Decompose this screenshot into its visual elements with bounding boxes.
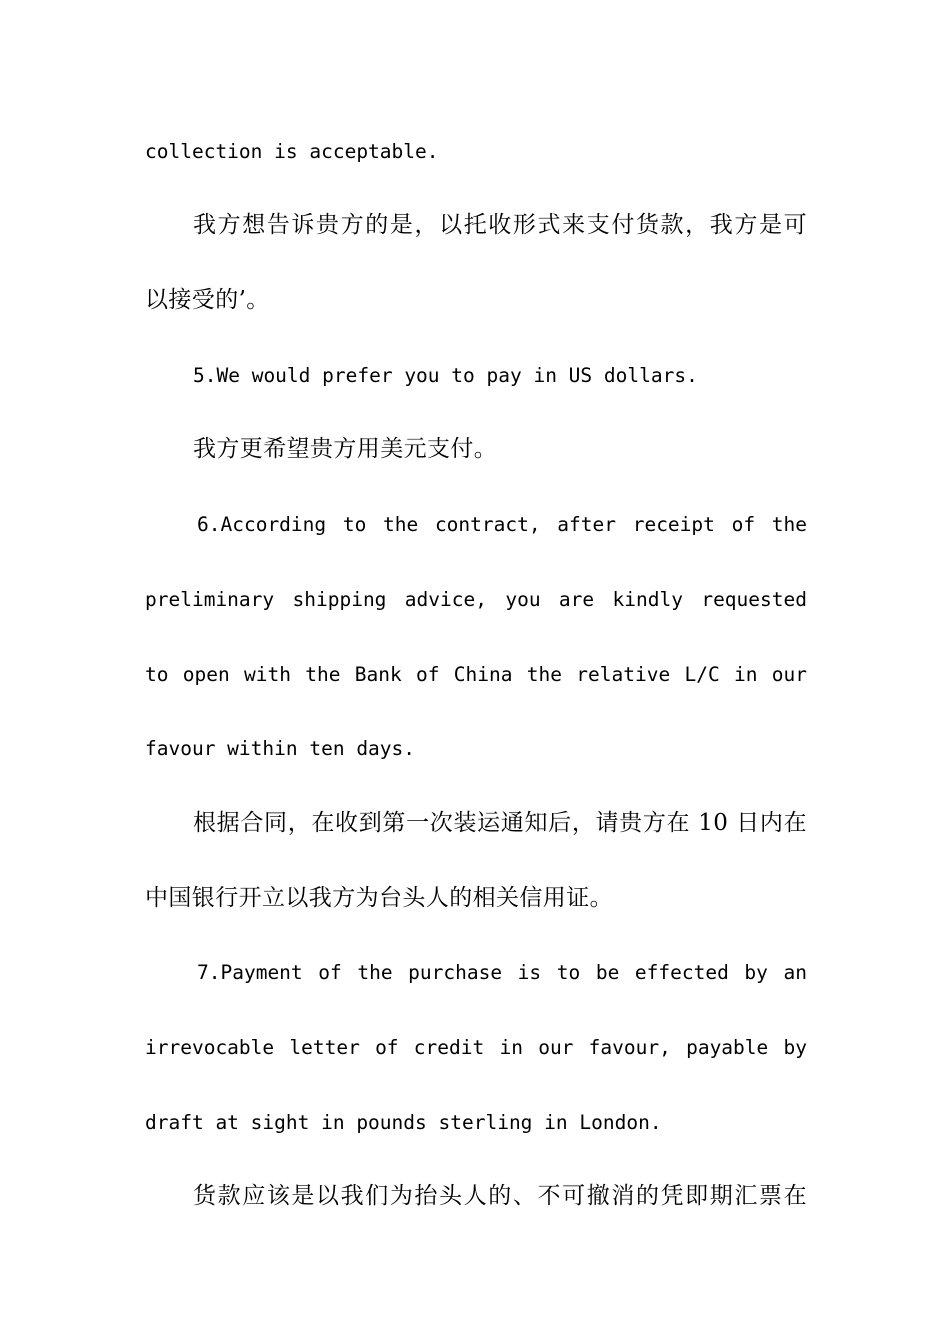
text-line: 货款应该是以我们为抬头人的、不可撤消的凭即期汇票在 bbox=[193, 1183, 807, 1209]
text-line: collection is acceptable. bbox=[145, 140, 439, 163]
text-line: to open with the Bank of China the relative L/C in our bbox=[145, 663, 807, 686]
text-line: 7.Payment of the purchase is to be effected by an bbox=[197, 961, 807, 984]
text-line: 5.We would prefer you to pay in US dollars. bbox=[193, 364, 698, 387]
text-line: favour within ten days. bbox=[145, 737, 416, 760]
text-line: preliminary shipping advice, you are kindly requested bbox=[145, 588, 807, 611]
text-line: 6.According to the contract, after receipt of the bbox=[197, 513, 807, 536]
text-line: irrevocable letter of credit in our favour, payable by bbox=[145, 1036, 807, 1059]
text-line: 根据合同，在收到第一次装运通知后，请贵方在 10 日内在 bbox=[193, 810, 807, 836]
text-line: 中国银行开立以我方为台头人的相关信用证。 bbox=[145, 885, 613, 911]
text-line: draft at sight in pounds sterling in London. bbox=[145, 1111, 662, 1134]
text-line: 以接受的’。 bbox=[145, 287, 270, 313]
text-line: 我方更希望贵方用美元支付。 bbox=[193, 436, 498, 462]
text-line: 我方想告诉贵方的是，以托收形式来支付货款，我方是可 bbox=[193, 212, 807, 238]
